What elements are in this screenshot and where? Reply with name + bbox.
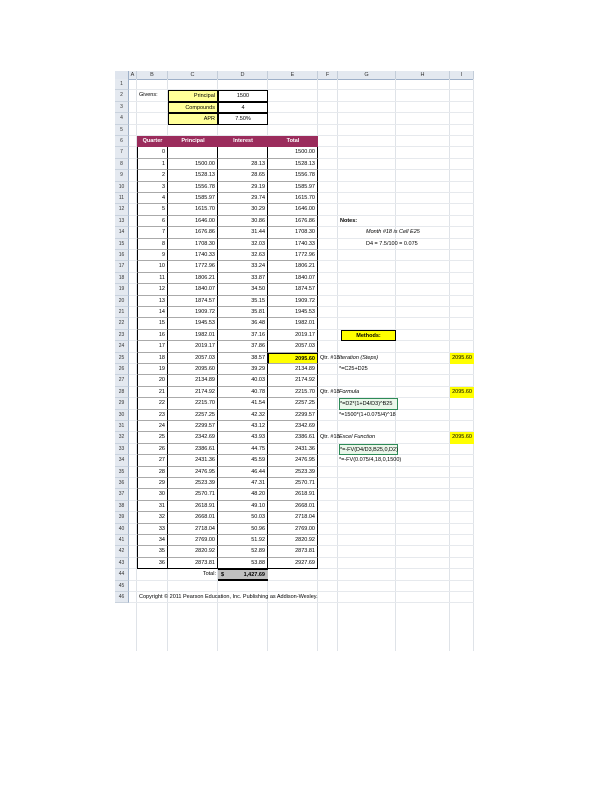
- quarter-cell[interactable]: 12: [137, 284, 168, 295]
- principal-cell[interactable]: 2257.25: [168, 410, 218, 421]
- principal-cell[interactable]: 2342.69: [168, 432, 218, 443]
- principal-cell[interactable]: 1945.53: [168, 318, 218, 329]
- row-header[interactable]: 35: [115, 467, 129, 478]
- interest-cell[interactable]: 32.63: [218, 250, 268, 261]
- principal-cell[interactable]: 2769.00: [168, 535, 218, 546]
- quarter-cell[interactable]: 16: [137, 330, 168, 341]
- method-3-formula[interactable]: *=-FV(D4/D3,B25,0,D2): [339, 444, 398, 455]
- interest-cell[interactable]: 29.74: [218, 193, 268, 204]
- compounds-label-cell[interactable]: Compounds: [168, 102, 218, 113]
- quarter-cell[interactable]: 3: [137, 182, 168, 193]
- quarter-cell[interactable]: 33: [137, 524, 168, 535]
- quarter-cell[interactable]: 30: [137, 489, 168, 500]
- principal-cell[interactable]: 1646.00: [168, 216, 218, 227]
- principal-cell[interactable]: 2431.36: [168, 455, 218, 466]
- row-header[interactable]: 8: [115, 159, 129, 170]
- quarter-cell[interactable]: 14: [137, 307, 168, 318]
- interest-cell[interactable]: [218, 147, 268, 158]
- row-header[interactable]: 19: [115, 284, 129, 295]
- principal-cell[interactable]: 2057.03: [168, 353, 218, 364]
- principal-cell[interactable]: 2570.71: [168, 489, 218, 500]
- interest-cell[interactable]: 47.31: [218, 478, 268, 489]
- principal-cell[interactable]: 1585.97: [168, 193, 218, 204]
- principal-value-cell[interactable]: 1500: [218, 90, 268, 101]
- interest-cell[interactable]: 32.03: [218, 239, 268, 250]
- interest-cell[interactable]: 29.19: [218, 182, 268, 193]
- total-cell[interactable]: 1676.86: [268, 216, 318, 227]
- interest-cell[interactable]: 30.86: [218, 216, 268, 227]
- quarter-cell[interactable]: 36: [137, 558, 168, 569]
- interest-cell[interactable]: 30.29: [218, 204, 268, 215]
- row-header[interactable]: 37: [115, 489, 129, 500]
- column-header-f[interactable]: F: [318, 71, 338, 79]
- row-header[interactable]: 5: [115, 125, 129, 136]
- row-header[interactable]: 23: [115, 330, 129, 341]
- interest-cell[interactable]: 35.15: [218, 296, 268, 307]
- principal-label-cell[interactable]: Principal: [168, 90, 218, 101]
- compounds-value-cell[interactable]: 4: [218, 102, 268, 113]
- quarter-cell[interactable]: 1: [137, 159, 168, 170]
- row-header[interactable]: 15: [115, 239, 129, 250]
- total-cell[interactable]: 2927.69: [268, 558, 318, 569]
- method-2-expanded[interactable]: *=1500*(1+0.075/4)^18: [339, 411, 396, 418]
- quarter-cell[interactable]: 19: [137, 364, 168, 375]
- row-header[interactable]: 9: [115, 170, 129, 181]
- gridline-vertical: [337, 79, 338, 651]
- currency-symbol: $: [221, 572, 225, 579]
- method-3-label[interactable]: Qtr. #18: [320, 434, 340, 441]
- row-header[interactable]: 27: [115, 375, 129, 386]
- principal-cell[interactable]: 2215.70: [168, 398, 218, 409]
- row-header[interactable]: 32: [115, 432, 129, 443]
- principal-cell[interactable]: 1982.01: [168, 330, 218, 341]
- gridline-vertical: [473, 79, 474, 651]
- principal-cell[interactable]: 2386.61: [168, 444, 218, 455]
- total-cell[interactable]: 1772.96: [268, 250, 318, 261]
- total-cell[interactable]: 2386.61: [268, 432, 318, 443]
- interest-cell[interactable]: 41.54: [218, 398, 268, 409]
- principal-cell[interactable]: 2174.92: [168, 387, 218, 398]
- row-header[interactable]: 25: [115, 353, 129, 364]
- column-header-h[interactable]: H: [396, 71, 450, 79]
- principal-cell[interactable]: 2873.81: [168, 558, 218, 569]
- total-cell[interactable]: 1874.57: [268, 284, 318, 295]
- row-header[interactable]: 31: [115, 421, 129, 432]
- method-1-formula[interactable]: *=C25+D25: [339, 366, 368, 372]
- interest-cell[interactable]: 33.24: [218, 261, 268, 272]
- total-cell[interactable]: 2820.92: [268, 535, 318, 546]
- interest-cell[interactable]: 34.50: [218, 284, 268, 295]
- quarter-cell[interactable]: 0: [137, 147, 168, 158]
- total-cell[interactable]: 2431.36: [268, 444, 318, 455]
- row-header[interactable]: 21: [115, 307, 129, 318]
- quarter-cell[interactable]: 25: [137, 432, 168, 443]
- row-header[interactable]: 2: [115, 90, 129, 101]
- principal-cell[interactable]: 1500.00: [168, 159, 218, 170]
- principal-cell[interactable]: 2618.91: [168, 501, 218, 512]
- row-header[interactable]: 42: [115, 546, 129, 557]
- total-cell[interactable]: 2523.39: [268, 467, 318, 478]
- principal-cell[interactable]: 1840.07: [168, 284, 218, 295]
- total-cell[interactable]: 2570.71: [268, 478, 318, 489]
- quarter-cell[interactable]: 20: [137, 375, 168, 386]
- total-cell[interactable]: 2769.00: [268, 524, 318, 535]
- row-header[interactable]: 20: [115, 296, 129, 307]
- total-cell[interactable]: 1945.53: [268, 307, 318, 318]
- interest-cell[interactable]: 44.75: [218, 444, 268, 455]
- principal-cell[interactable]: 1676.86: [168, 227, 218, 238]
- quarter-cell[interactable]: 35: [137, 546, 168, 557]
- principal-cell[interactable]: [168, 147, 218, 158]
- quarter-cell[interactable]: 13: [137, 296, 168, 307]
- principal-cell[interactable]: 2820.92: [168, 546, 218, 557]
- table-header-quarter[interactable]: Quarter: [137, 136, 168, 147]
- quarter-cell[interactable]: 8: [137, 239, 168, 250]
- row-header[interactable]: 41: [115, 535, 129, 546]
- quarter-cell[interactable]: 23: [137, 410, 168, 421]
- interest-cell[interactable]: 43.93: [218, 432, 268, 443]
- row-header[interactable]: 45: [115, 581, 129, 592]
- row-header[interactable]: 33: [115, 444, 129, 455]
- total-cell[interactable]: 2257.25: [268, 398, 318, 409]
- principal-cell[interactable]: 2523.39: [168, 478, 218, 489]
- interest-cell[interactable]: 31.44: [218, 227, 268, 238]
- total-cell[interactable]: 1556.78: [268, 170, 318, 181]
- total-cell[interactable]: 1615.70: [268, 193, 318, 204]
- quarter-cell[interactable]: 11: [137, 273, 168, 284]
- quarter-cell[interactable]: 26: [137, 444, 168, 455]
- interest-cell[interactable]: 49.10: [218, 501, 268, 512]
- total-cell[interactable]: 2215.70: [268, 387, 318, 398]
- total-cell[interactable]: 2342.69: [268, 421, 318, 432]
- method-1-result[interactable]: 2095.60: [450, 353, 474, 364]
- quarter-cell[interactable]: 7: [137, 227, 168, 238]
- notes-line-1[interactable]: Month #18 is Cell E25: [366, 229, 420, 236]
- total-cell[interactable]: 1585.97: [268, 182, 318, 193]
- interest-cell[interactable]: 40.78: [218, 387, 268, 398]
- total-cell[interactable]: 1708.30: [268, 227, 318, 238]
- row-header[interactable]: 36: [115, 478, 129, 489]
- interest-cell[interactable]: 28.65: [218, 170, 268, 181]
- givens-label[interactable]: Givens:: [139, 92, 158, 99]
- method-2-label[interactable]: Qtr. #18: [320, 388, 340, 395]
- row-header[interactable]: 22: [115, 318, 129, 329]
- row-header[interactable]: 24: [115, 341, 129, 352]
- quarter-cell[interactable]: 6: [137, 216, 168, 227]
- total-cell[interactable]: 2134.89: [268, 364, 318, 375]
- principal-cell[interactable]: 1806.21: [168, 273, 218, 284]
- total-cell[interactable]: 1982.01: [268, 318, 318, 329]
- row-header[interactable]: 44: [115, 569, 129, 580]
- highlighted-total-cell[interactable]: 2095.60: [268, 353, 318, 364]
- interest-cell[interactable]: 53.88: [218, 558, 268, 569]
- quarter-cell[interactable]: 21: [137, 387, 168, 398]
- principal-cell[interactable]: 1909.72: [168, 307, 218, 318]
- total-cell[interactable]: 2019.17: [268, 330, 318, 341]
- total-cell[interactable]: 2476.95: [268, 455, 318, 466]
- total-interest-cell[interactable]: [218, 569, 268, 580]
- interest-cell[interactable]: 28.13: [218, 159, 268, 170]
- quarter-cell[interactable]: 32: [137, 512, 168, 523]
- spreadsheet[interactable]: [115, 71, 474, 651]
- notes-line-2[interactable]: D4 = 7.5/100 = 0.075: [366, 240, 418, 247]
- principal-cell[interactable]: 2668.01: [168, 512, 218, 523]
- interest-cell[interactable]: 42.32: [218, 410, 268, 421]
- total-cell[interactable]: 2299.57: [268, 410, 318, 421]
- interest-cell[interactable]: 37.86: [218, 341, 268, 352]
- table-header-total[interactable]: Total: [268, 136, 318, 147]
- method-2-formula[interactable]: *=D2*(1+D4/D3)^B25: [339, 398, 398, 409]
- interest-cell[interactable]: 51.92: [218, 535, 268, 546]
- table-header-principal[interactable]: Principal: [168, 136, 218, 147]
- principal-cell[interactable]: 2019.17: [168, 341, 218, 352]
- total-cell[interactable]: 1740.33: [268, 239, 318, 250]
- column-header-c[interactable]: C: [168, 71, 218, 79]
- interest-cell[interactable]: 39.29: [218, 364, 268, 375]
- principal-cell[interactable]: 1772.96: [168, 261, 218, 272]
- total-cell[interactable]: 2174.92: [268, 375, 318, 386]
- column-header-g[interactable]: G: [338, 71, 396, 79]
- column-header-e[interactable]: E: [268, 71, 318, 79]
- interest-cell[interactable]: 37.16: [218, 330, 268, 341]
- quarter-cell[interactable]: 2: [137, 170, 168, 181]
- principal-cell[interactable]: 2718.04: [168, 524, 218, 535]
- total-interest-value: 1,427.69: [243, 572, 265, 579]
- total-cell[interactable]: 2618.91: [268, 489, 318, 500]
- select-all-corner[interactable]: [115, 71, 129, 79]
- column-header-d[interactable]: D: [218, 71, 268, 79]
- row-header[interactable]: 11: [115, 193, 129, 204]
- apr-label-cell[interactable]: APR: [168, 113, 218, 124]
- interest-cell[interactable]: 50.96: [218, 524, 268, 535]
- quarter-cell[interactable]: 22: [137, 398, 168, 409]
- method-2-result[interactable]: 2095.60: [450, 387, 474, 398]
- total-cell[interactable]: 1909.72: [268, 296, 318, 307]
- row-header[interactable]: 14: [115, 227, 129, 238]
- total-cell[interactable]: 1528.13: [268, 159, 318, 170]
- quarter-cell[interactable]: 28: [137, 467, 168, 478]
- principal-cell[interactable]: 1556.78: [168, 182, 218, 193]
- quarter-cell[interactable]: 31: [137, 501, 168, 512]
- column-header-a[interactable]: A: [129, 71, 137, 79]
- interest-cell[interactable]: 45.59: [218, 455, 268, 466]
- method-3-name[interactable]: Excel Function: [339, 434, 376, 441]
- total-cell[interactable]: 1500.00: [268, 147, 318, 158]
- principal-cell[interactable]: 1528.13: [168, 170, 218, 181]
- row-header[interactable]: 12: [115, 204, 129, 215]
- interest-cell[interactable]: 43.12: [218, 421, 268, 432]
- interest-cell[interactable]: 36.48: [218, 318, 268, 329]
- interest-cell[interactable]: 40.03: [218, 375, 268, 386]
- row-header[interactable]: 43: [115, 558, 129, 569]
- quarter-cell[interactable]: 10: [137, 261, 168, 272]
- method-1-name[interactable]: Iteration (Steps): [339, 354, 379, 361]
- methods-title[interactable]: Methods:: [341, 330, 396, 341]
- quarter-cell[interactable]: 27: [137, 455, 168, 466]
- principal-cell[interactable]: 1740.33: [168, 250, 218, 261]
- row-header[interactable]: 13: [115, 216, 129, 227]
- column-header-i[interactable]: I: [450, 71, 474, 79]
- method-1-label[interactable]: Qtr. #18: [320, 354, 340, 361]
- principal-cell[interactable]: 1615.70: [168, 204, 218, 215]
- method-3-result[interactable]: 2095.60: [450, 432, 474, 443]
- apr-value-cell[interactable]: 7.50%: [218, 113, 268, 124]
- row-header[interactable]: 18: [115, 273, 129, 284]
- interest-cell[interactable]: 52.89: [218, 546, 268, 557]
- principal-cell[interactable]: 1708.30: [168, 239, 218, 250]
- interest-cell[interactable]: 48.20: [218, 489, 268, 500]
- row-header[interactable]: 28: [115, 387, 129, 398]
- quarter-cell[interactable]: 4: [137, 193, 168, 204]
- interest-cell[interactable]: 46.44: [218, 467, 268, 478]
- row-header[interactable]: 1: [115, 79, 129, 90]
- notes-title[interactable]: Notes:: [340, 217, 358, 224]
- row-header[interactable]: 29: [115, 398, 129, 409]
- principal-cell[interactable]: 2134.89: [168, 375, 218, 386]
- table-header-interest[interactable]: Interest: [218, 136, 268, 147]
- quarter-cell[interactable]: 5: [137, 204, 168, 215]
- row-header[interactable]: 10: [115, 182, 129, 193]
- total-cell[interactable]: 1840.07: [268, 273, 318, 284]
- interest-cell[interactable]: 35.81: [218, 307, 268, 318]
- row-header[interactable]: 39: [115, 512, 129, 523]
- interest-cell[interactable]: 50.03: [218, 512, 268, 523]
- row-header[interactable]: 38: [115, 501, 129, 512]
- total-cell[interactable]: 1806.21: [268, 261, 318, 272]
- quarter-cell[interactable]: 18: [137, 353, 168, 364]
- quarter-cell[interactable]: 15: [137, 318, 168, 329]
- interest-cell[interactable]: 33.87: [218, 273, 268, 284]
- method-3-expanded[interactable]: *=-FV(0.075/4,18,0,1500): [339, 457, 402, 464]
- row-header[interactable]: 26: [115, 364, 129, 375]
- principal-cell[interactable]: 2095.60: [168, 364, 218, 375]
- row-header[interactable]: 4: [115, 113, 129, 124]
- row-header[interactable]: 7: [115, 147, 129, 158]
- total-label[interactable]: Total:: [202, 571, 216, 578]
- principal-cell[interactable]: 2476.95: [168, 467, 218, 478]
- row-header[interactable]: 46: [115, 592, 129, 603]
- total-cell[interactable]: 2873.81: [268, 546, 318, 557]
- row-header[interactable]: 34: [115, 455, 129, 466]
- quarter-cell[interactable]: 9: [137, 250, 168, 261]
- gridline-vertical: [449, 79, 450, 651]
- row-header[interactable]: 3: [115, 102, 129, 113]
- total-cell[interactable]: 2718.04: [268, 512, 318, 523]
- principal-cell[interactable]: 2299.57: [168, 421, 218, 432]
- total-cell[interactable]: 2057.03: [268, 341, 318, 352]
- row-header[interactable]: 40: [115, 524, 129, 535]
- row-header[interactable]: 16: [115, 250, 129, 261]
- quarter-cell[interactable]: 29: [137, 478, 168, 489]
- total-cell[interactable]: 2668.01: [268, 501, 318, 512]
- column-header-b[interactable]: B: [137, 71, 168, 79]
- quarter-cell[interactable]: 24: [137, 421, 168, 432]
- copyright-text: Copyright © 2011 Pearson Education, Inc. Publishing as Addison-Wesley.: [139, 594, 318, 600]
- row-header[interactable]: 6: [115, 136, 129, 147]
- row-header[interactable]: 17: [115, 261, 129, 272]
- total-cell[interactable]: 1646.00: [268, 204, 318, 215]
- method-2-name[interactable]: Formula: [339, 388, 360, 395]
- principal-cell[interactable]: 1874.57: [168, 296, 218, 307]
- interest-cell[interactable]: 38.57: [218, 353, 268, 364]
- quarter-cell[interactable]: 34: [137, 535, 168, 546]
- row-header[interactable]: 30: [115, 410, 129, 421]
- quarter-cell[interactable]: 17: [137, 341, 168, 352]
